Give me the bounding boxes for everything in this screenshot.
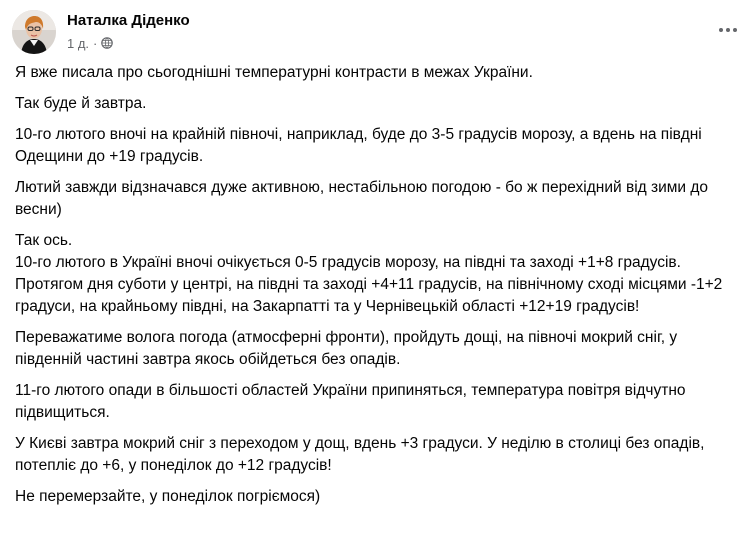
post-paragraph: Переважатиме волога погода (атмосферні фронти), пройдуть дощі, на півночі мокрий сніг, у південній частині завтра якось обійдеться без опадів.: [15, 329, 678, 368]
post-header: [12, 10, 741, 56]
meta-separator: ·: [93, 35, 98, 51]
post-paragraph: 10-го лютого вночі на крайній півночі, наприклад, буде до 3-5 градусів морозу, а вдень на півдні Одещини до +19 градусів.: [15, 126, 702, 165]
post-paragraph: 11-го лютого опади в більшості областей України припиняться, температура повітря відчутно підвищиться.: [15, 382, 686, 421]
author-name[interactable]: Наталка Діденко: [67, 12, 190, 29]
more-options-icon[interactable]: [715, 20, 741, 40]
post-meta: [67, 34, 113, 52]
author-avatar[interactable]: [12, 10, 56, 54]
post-paragraph: Так ось. 10-го лютого в Україні вночі очікується 0-5 градусів морозу, на півдні та заході +1+8 градусів. Протягом дня суботи у центрі, на півдні та заході +4+11 градусів, на північному сході місцями -1+2 градуси, на крайньому півдні, на Закарпатті та у Чернівецькій області +12+19 градусів!: [15, 232, 723, 315]
avatar-photo-icon: [12, 10, 56, 54]
post-paragraph: Не перемерзайте, у понеділок погріємося): [15, 488, 321, 505]
post-paragraph: Я вже писала про сьогоднішні температурні контрасти в межах України.: [15, 64, 533, 81]
globe-icon[interactable]: [101, 37, 113, 49]
post-paragraph: Так буде й завтра.: [15, 95, 147, 112]
post-timestamp[interactable]: 1 д.: [67, 35, 90, 51]
post-paragraph: Лютий завжди відзначався дуже активною, нестабільною погодою - бо ж перехідний від зими до весни): [15, 179, 709, 218]
post-paragraph: У Києві завтра мокрий сніг з переходом у дощ, вдень +3 градуси. У неділю в столиці без опадів, потепліє до +6, у понеділок до +12 градусів!: [15, 435, 705, 474]
post-body: [15, 62, 743, 517]
